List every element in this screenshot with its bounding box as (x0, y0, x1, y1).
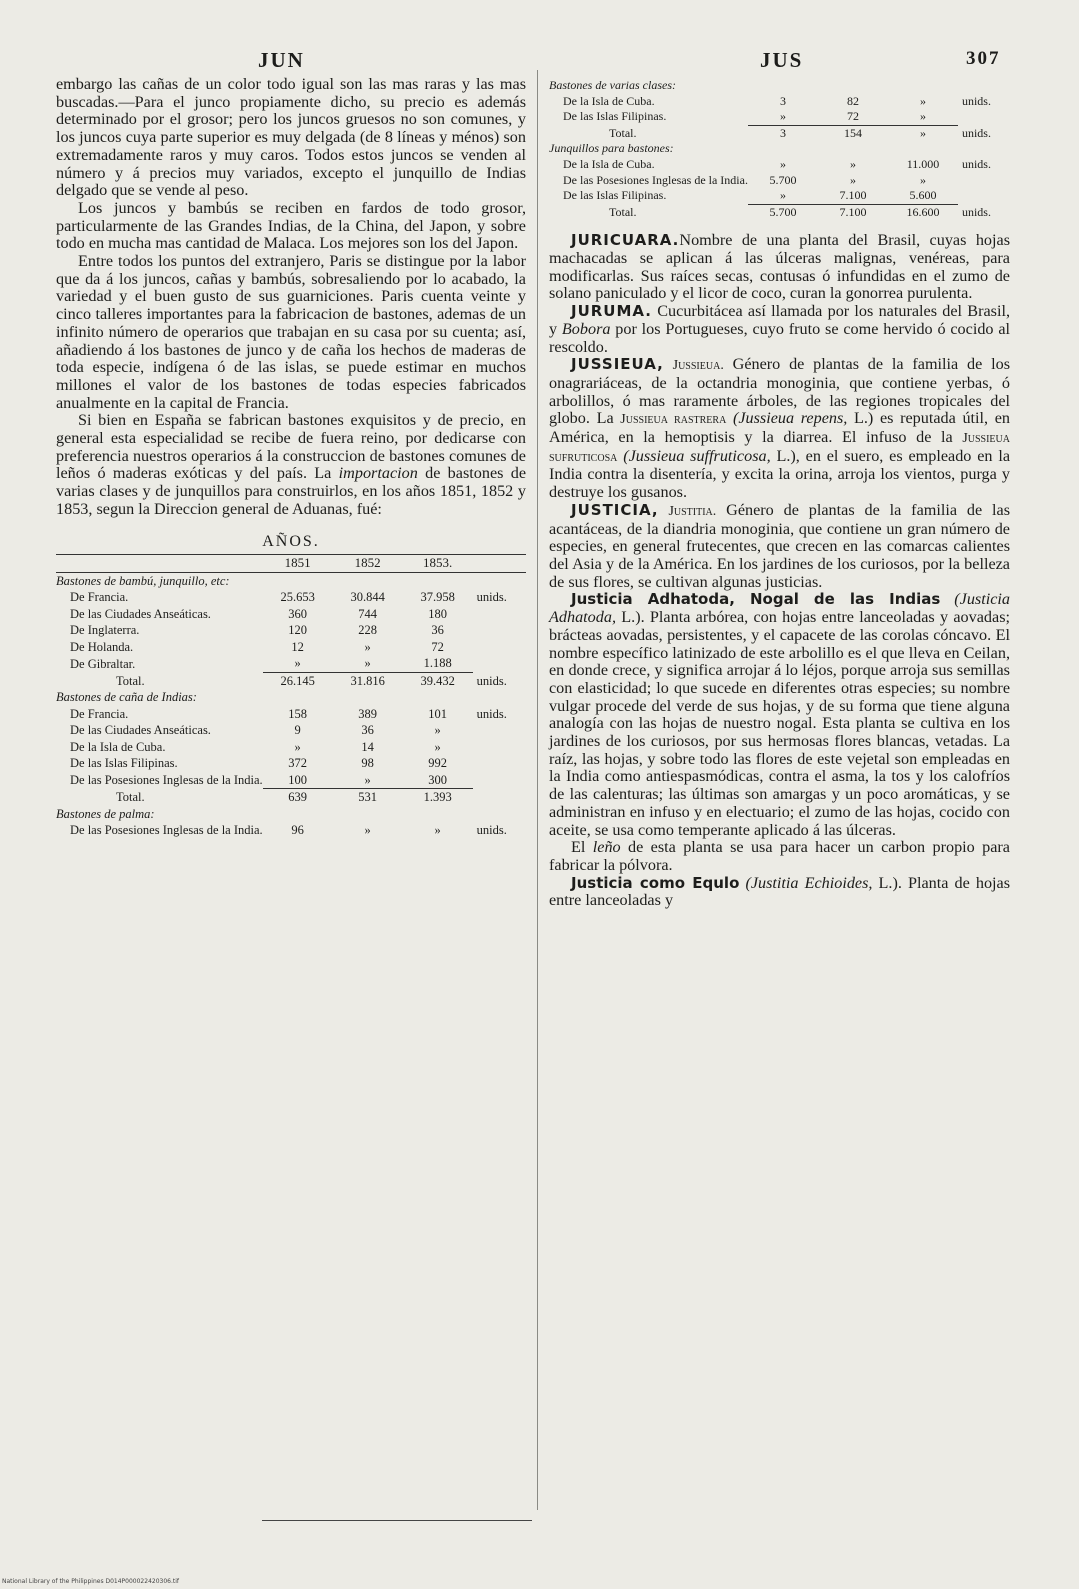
value-cell: » (434, 823, 441, 838)
value-cell: 25.653 (280, 590, 315, 605)
row-label: De las Posesiones Inglesas de la India. (563, 172, 748, 187)
value-cell: 98 (361, 756, 374, 771)
row-label: De las Posesiones Inglesas de la India. (70, 823, 263, 838)
row-label: De Francia. (70, 590, 129, 605)
unit-cell: unids. (961, 125, 991, 140)
unit-cell (473, 755, 526, 772)
table-row (549, 109, 1010, 125)
row-label: De la Isla de Cuba. (563, 156, 655, 171)
unit-cell (958, 188, 1010, 204)
row-label: De las Ciudades Anseáticas. (70, 606, 211, 621)
value-cell: » (779, 109, 786, 124)
entry-headword: JUSTICIA, (571, 500, 659, 519)
value-cell: 120 (288, 623, 308, 638)
row-label: Total. (609, 204, 637, 219)
value-cell: 101 (428, 706, 448, 721)
value-cell: 7.100 (839, 188, 867, 203)
entry-juricuara: JURICUARA.Nombre de una planta del Brasil, cuyas hojas machacadas se aplican á las úlceras malignas, venéreas, para modificarlas. Sus raíces secas, contusas ó infundidas en el zumo de solano paniculado y el licor de coco, curan la gonorrea purulenta. (549, 231, 1010, 303)
group-heading: Bastones de varias clases: (549, 78, 676, 92)
table-row (56, 772, 526, 789)
table-row (549, 94, 1010, 110)
value-cell: 744 (358, 606, 378, 621)
value-cell: » (779, 188, 786, 203)
value-cell: 82 (846, 93, 859, 108)
paragraph: Los juncos y bambús se reciben en fardos de todo grosor, particularmente de las Grandes Indias, de la China, del Japon, y sobre todo en mucha mas cantidad de Malaca. Los mejores son los del Japon. (56, 198, 526, 253)
unit-cell (473, 739, 526, 756)
unit-cell: unids. (961, 156, 991, 171)
entry-justicia-adhatoda: Justicia Adhatoda, Nogal de las Indias (Justicia Adhatoda, L.). Planta arbórea, con hojas entre lanceoladas y aovadas; brácteas aovadas, persistentes, y el capacete de las corolas cóncavo. El nombre específico latinizado de este arbolillo es el que lleva en Ceilan, en donde crece, y significa arrojar á lo léjos, porque arroja sus semillas con elasticidad; lo que sucede en diferentes otras especies; su nombre vulgar procede del verde de sus hojas, y de su forma que tiene alguna analogía con las hojas de nuestro nogal. Esta planta se cultiva en los jardines de los curiosos, por sus hermosas flores blancas, vetadas. La raíz, las hojas, y sobre todo las flores de este vejetal son empleadas en la India como antiespasmódicas, contra el asma, la tos y los calofríos de las calenturas; las últimas son amargas y un poco aromáticas, y se administran en infuso y en electuario; el zumo de las hojas, cocido con aceite, se usa como temperante aplicado á las úlceras. (549, 590, 1010, 839)
entry-justicia-equlo: Justicia como Equlo (Justitia Echioides, L.). Planta de hojas entre lanceoladas y (549, 873, 1011, 910)
value-cell: » (919, 93, 926, 108)
value-cell: 100 (288, 772, 308, 787)
paragraph: Si bien en España se fabrican bastones exquisitos y de precio, en general esta especialidad se recibe de fuera reino, por dedicarse con preferencia nuestros operarios á la construccion de bastones comunes de leños ó maderas exóticas y del país. La importacion de bastones de varias clases y de junquillos para construirlos, en los años 1851, 1852 y 1853, segun la Direccion general de Aduanas, fué: (56, 411, 527, 518)
group-heading-row (549, 78, 1010, 94)
import-table-continued (549, 78, 1010, 220)
value-cell: » (919, 109, 926, 124)
value-cell: » (849, 172, 856, 187)
row-label: De la Isla de Cuba. (563, 93, 655, 108)
row-label: Total. (609, 125, 637, 140)
unit-cell (958, 173, 1010, 189)
unit-cell: unids. (476, 823, 507, 838)
value-cell: 3 (779, 93, 786, 108)
row-label: Total. (116, 790, 145, 805)
table-row (56, 706, 526, 723)
unit-cell (473, 639, 526, 656)
value-cell: 1.188 (423, 656, 452, 671)
entry-headword: JUSSIEUA, (571, 355, 664, 374)
table-row (56, 589, 526, 606)
paragraph: embargo las cañas de un color todo igual son las mas raras y las mas buscadas.—Para el junco propiamente dicho, su precio es además determinado por el grosor; pero los juncos gruesos no son comunes, y los juncos cuya parte superior es muy delgada (de 8 líneas y ménos) son extremadamente raros y muy caros. Todos estos juncos se venden al número y á precios muy variados, excepto el junquillo de Indias delgado que se vende al peso. (56, 75, 526, 200)
year: 1851 (263, 555, 333, 573)
entry-headword: JURUMA. (571, 302, 653, 321)
row-label: De Holanda. (70, 639, 134, 654)
table-end-rule (262, 1520, 532, 1521)
unit-cell: unids. (476, 706, 507, 721)
year: 1853. (403, 555, 473, 573)
total-row (56, 672, 526, 689)
row-label: De las Islas Filipinas. (563, 188, 667, 203)
right-column (549, 78, 1010, 910)
value-cell: 36 (361, 723, 374, 738)
value-cell: » (294, 739, 301, 754)
table-row (549, 173, 1010, 189)
row-label: Total. (116, 673, 145, 688)
table-row (549, 188, 1010, 204)
import-table (56, 554, 526, 839)
value-cell: 5.700 (769, 172, 797, 187)
unit-cell (958, 109, 1010, 125)
value-cell: » (364, 639, 371, 654)
group-heading-row (549, 141, 1010, 157)
value-cell: 158 (288, 706, 308, 721)
value-cell: 72 (431, 639, 444, 654)
value-cell: 300 (428, 772, 448, 787)
table-row (56, 639, 526, 656)
total-row (549, 204, 1010, 220)
row-label: De la Isla de Cuba. (70, 739, 166, 754)
total-row (56, 789, 526, 806)
group-heading: Junquillos para bastones: (549, 141, 674, 156)
table-row (56, 722, 526, 739)
entry-headword: Justicia Adhatoda, Nogal de las Indias (571, 590, 941, 609)
paragraph: El leño de esta planta se usa para hacer un carbon propio para fabricar la pólvora. (549, 838, 1010, 874)
value-cell: » (779, 156, 786, 171)
row-label: De Gibraltar. (70, 656, 136, 671)
year-header-row (56, 555, 526, 573)
value-cell: 39.432 (403, 672, 473, 689)
value-cell: 36 (431, 623, 444, 638)
group-heading: Bastones de bambú, junquillo, etc: (56, 573, 230, 588)
value-cell: 12 (291, 639, 304, 654)
table-row (56, 822, 526, 839)
value-cell: » (888, 125, 958, 141)
paragraph: Entre todos los puntos del extranjero, Paris se distingue por la labor que da á los juncos, cañas y bambús, sobresaliendo por lo acabado, la variedad y el buen gusto de sus guarniciones. Paris cuenta veinte y cinco talleres importantes para la fabricacion de bastones, ademas de un infinito número de operarios que trabajan en su casa por su cuenta; así, añadiendo á los bastones de junco y de caña los hechos de maderas de toda especie, indígena ó de las islas, se puede estimar en muchos millones el valor de los bastones de todas especies fabricados anualmente en la capital de Francia. (56, 252, 526, 412)
value-cell: » (364, 656, 371, 671)
value-cell: 372 (288, 756, 308, 771)
row-label: De las Islas Filipinas. (563, 109, 667, 124)
value-cell: 5.600 (909, 188, 937, 203)
value-cell: » (434, 739, 441, 754)
unit-cell (473, 789, 526, 806)
entry-justicia: JUSTICIA, Justitia. Género de plantas de la familia de las acantáceas, de la diandria monoginia, que contiene un gran número de especies, en general frutecentes, que crecen en las comarcas calientes del Asia y de la América. En los jardines de los curiosos, por la belleza de sus flores, se cultivan algunas justicias. (549, 500, 1011, 591)
entry-jussieua: JUSSIEUA, Jussieua. Género de plantas de la familia de los onagrariáceas, de la octandria monoginia, que contiene yerbas, ó arbolillos, ó mas raramente árboles, de las regiones tropicales del globo. La Jussieua rastrera (Jussieua repens, L.) es reputada útil, en América, en la hemoptisis y la diarrea. El infuso de la Jussieua sufruticosa (Jussieua suffruticosa, L.), en el suero, es empleado en la India contra la disentería, y excita la orina, arroja los vientos, purga y destruye los gusanos. (549, 355, 1011, 502)
unit-cell (473, 606, 526, 623)
table-row (56, 755, 526, 772)
row-label: De Francia. (70, 706, 129, 721)
row-label: De las Ciudades Anseáticas. (70, 723, 211, 738)
value-cell: 180 (428, 606, 448, 621)
unit-cell: unids. (476, 590, 507, 605)
entry-headword: JURICUARA. (571, 231, 680, 250)
value-cell: 154 (818, 125, 888, 141)
year: 1852 (333, 555, 403, 573)
value-cell: 3 (748, 125, 818, 141)
row-label: De las Islas Filipinas. (70, 756, 178, 771)
value-cell: » (294, 656, 301, 671)
value-cell: 5.700 (748, 204, 818, 220)
value-cell: 96 (291, 823, 304, 838)
value-cell: 26.145 (263, 672, 333, 689)
value-cell: » (364, 823, 371, 838)
value-cell: 228 (358, 623, 378, 638)
value-cell: 30.844 (350, 590, 385, 605)
group-heading: Bastones de caña de Indias: (56, 690, 197, 705)
column-rule (537, 70, 538, 1510)
value-cell: » (849, 156, 856, 171)
row-label: De Inglaterra. (70, 623, 140, 638)
value-cell: 639 (263, 789, 333, 806)
row-label: De las Posesiones Inglesas de la India. (70, 773, 263, 788)
unit-cell (473, 722, 526, 739)
unit-cell: unids. (961, 93, 991, 108)
value-cell: 360 (288, 606, 308, 621)
scan-footer: National Library of the Philippines D014P000022420306.tif (2, 1578, 180, 1585)
value-cell: 1.393 (403, 789, 473, 806)
left-column (56, 76, 526, 839)
table-row (56, 739, 526, 756)
table-row (56, 606, 526, 623)
value-cell: » (434, 723, 441, 738)
running-head-center: JUS (760, 48, 804, 72)
value-cell: » (364, 772, 371, 787)
group-heading: Bastones de palma: (56, 806, 155, 821)
unit-cell (473, 655, 526, 672)
table-row (549, 157, 1010, 173)
value-cell: 389 (358, 706, 378, 721)
value-cell: 531 (333, 789, 403, 806)
group-heading-row (56, 572, 526, 589)
group-heading-row (56, 806, 526, 823)
value-cell: 16.600 (888, 204, 958, 220)
value-cell: 11.000 (906, 156, 940, 171)
unit-cell: unids. (961, 204, 991, 219)
table-row (56, 622, 526, 639)
entry-headword: Justicia como Equlo (571, 873, 740, 892)
value-cell: 31.816 (333, 672, 403, 689)
unit-cell (473, 622, 526, 639)
value-cell: 37.958 (420, 590, 455, 605)
value-cell: 9 (294, 723, 301, 738)
entry-juruma: JURUMA. Cucurbitácea así llamada por los naturales del Brasil, y Bobora por los Portugueses, cuyo fruto se come hervido ó cocido al rescoldo. (549, 302, 1010, 356)
table-heading: AÑOS. (262, 532, 320, 550)
value-cell: 992 (428, 756, 448, 771)
value-cell: 14 (361, 739, 374, 754)
table-row (56, 655, 526, 672)
value-cell: » (919, 172, 926, 187)
value-cell: 7.100 (818, 204, 888, 220)
value-cell: 72 (846, 109, 859, 124)
page-number: 307 (966, 48, 1001, 69)
running-head-left: JUN (258, 48, 305, 72)
group-heading-row (56, 689, 526, 706)
total-row (549, 125, 1010, 141)
unit-cell: unids. (476, 673, 507, 688)
unit-cell (473, 772, 526, 789)
